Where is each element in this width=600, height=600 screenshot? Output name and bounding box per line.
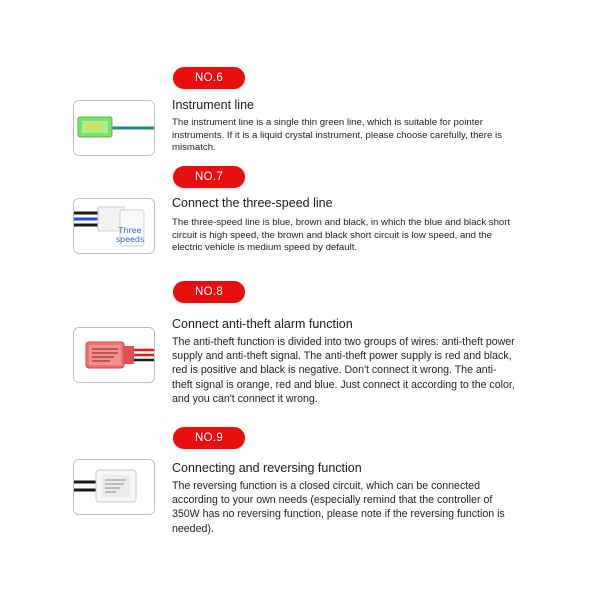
section-title: Connecting and reversing function [172,461,362,475]
section-description: The reversing function is a closed circuit, which can be connected according to your own needs (especially remind that the controller of 350W has no reversing function, please note if the reversing function is needed). [172,480,505,535]
green-connector-icon [74,101,154,155]
section-number-badge: NO.6 [173,67,245,89]
three-speeds-label-line1: Three [118,226,142,235]
section-title: Connect the three-speed line [172,196,333,210]
white-reverse-connector-icon [74,460,154,514]
section-number-badge: NO.7 [173,166,245,188]
anti-theft-alarm-image [73,327,155,383]
red-alarm-connector-icon [74,328,154,382]
section-description: The instrument line is a single thin green line, which is suitable for pointer instruments. If it is a liquid crystal instrument, please choose carefully, there is mismatch. [172,117,502,153]
section-number-badge: NO.9 [173,427,245,449]
section-description: The three-speed line is blue, brown and black, in which the blue and black short circuit is high speed, the brown and black short circuit is low speed, and the electric vehicle is medium speed by default. [172,217,511,253]
instrument-line-image [73,100,155,156]
section-description: The anti-theft function is divided into two groups of wires: anti-theft power supply and anti-theft signal. The anti-theft power supply is red and black, red is positive and black is negative. Don't connect it wrong. The anti-theft signal is orange, red and blue. Just connect it according to the color, and you can't connect it wrong. [172,336,515,405]
three-speeds-label-line2: speeds [115,235,145,244]
three-speeds-label [112,226,148,244]
three-speed-line-image [73,198,155,254]
section-number-badge: NO.8 [173,281,245,303]
section-title: Instrument line [172,98,254,112]
section-title: Connect anti-theft alarm function [172,317,353,331]
reversing-function-image [73,459,155,515]
